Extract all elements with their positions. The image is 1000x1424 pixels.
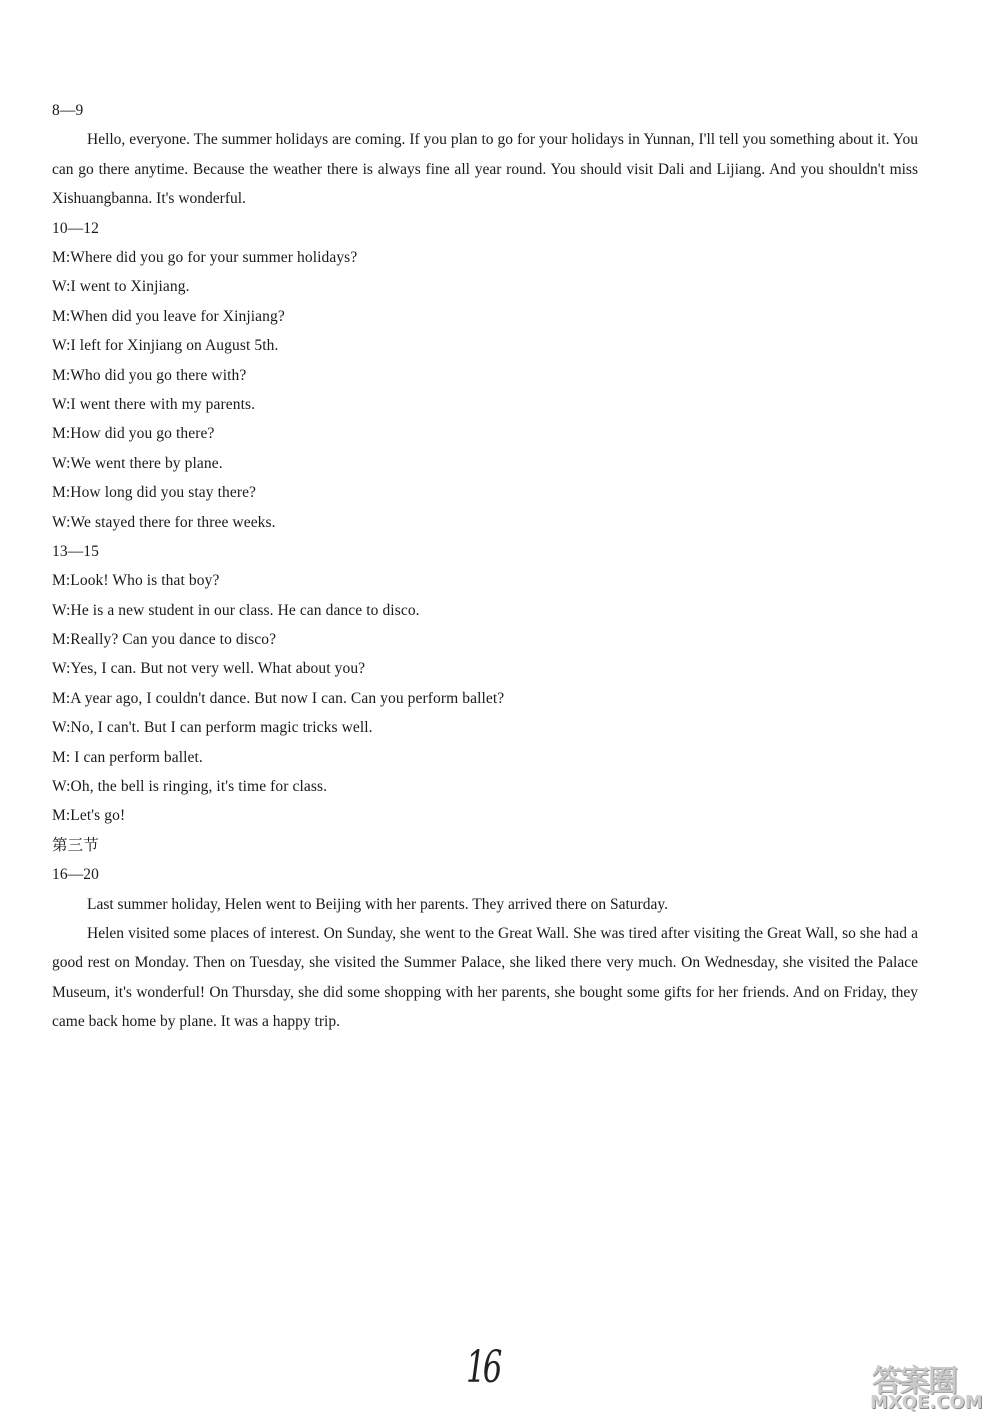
section-range-13-15: 13—15 — [52, 542, 99, 560]
section-range-8-9: 8—9 — [52, 102, 84, 119]
dialogue-line: M:Really? Can you dance to disco? — [52, 631, 277, 649]
dialogue-line: M:When did you leave for Xinjiang? — [52, 307, 285, 325]
watermark-url: MXQE.COM — [870, 1392, 983, 1413]
dialogue-line: M: I can perform ballet. — [52, 748, 203, 766]
section-range-10-12: 10—12 — [52, 219, 99, 237]
dialogue-line: W:He is a new student in our class. He can dance to disco. — [52, 601, 420, 619]
dialogue-line: M:Look! Who is that boy? — [52, 572, 220, 590]
dialogue-line: W:Yes, I can. But not very well. What about you? — [52, 660, 366, 678]
dialogue-line: M:Where did you go for your summer holidays? — [52, 249, 358, 266]
passage-body: Helen visited some places of interest. On Sunday, she went to the Great Wall. She was tired after visiting the Great Wall, so she had a good rest on Monday. Then on Tuesday, she visited the Summer Palace, she liked there very much. On Wednesday, she visited the Palace Museum, it's wonderful! On Thursday, she did some shopping with her parents, she bought some gifts for her friends. And on Friday, they came back home by plane. It was a happy trip. — [52, 925, 918, 1031]
dialogue-xinjiang — [52, 243, 918, 537]
site-watermark-logo — [868, 1356, 992, 1420]
dialogue-new-student — [52, 566, 918, 831]
watermark-glyphs: 答案圈 — [872, 1364, 956, 1399]
section-heading-part-three: 第三节 — [52, 836, 99, 854]
handwritten-page-number: 16 — [466, 1342, 500, 1393]
dialogue-line: W:We stayed there for three weeks. — [52, 513, 276, 531]
monologue-yunnan: Hello, everyone. The summer holidays are coming. If you plan to go for your holidays in Yunnan, I'll tell you something about it. You can go there anytime. Because the weather there is always fine all year round. You should visit Dali and Lijiang. And you shouldn't miss Xishuangbanna. It's wonderful. — [52, 131, 918, 208]
dialogue-line: W:Oh, the bell is ringing, it's time for class. — [52, 778, 328, 796]
dialogue-line: W:I went to Xinjiang. — [52, 278, 190, 296]
passage-intro: Last summer holiday, Helen went to Beijing with her parents. They arrived there on Saturday. — [87, 895, 668, 913]
dialogue-line: M:How did you go there? — [52, 425, 215, 443]
dialogue-line: M:How long did you stay there? — [52, 484, 257, 502]
dialogue-line: W:We went there by plane. — [52, 454, 223, 472]
dialogue-line: W:I left for Xinjiang on August 5th. — [52, 337, 279, 355]
dialogue-line: M:A year ago, I couldn't dance. But now I can. Can you perform ballet? — [52, 689, 505, 707]
dialogue-line: W:No, I can't. But I can perform magic tricks well. — [52, 719, 373, 737]
dialogue-line: M:Let's go! — [52, 807, 126, 825]
transcript-body — [52, 96, 918, 1037]
dialogue-line: W:I went there with my parents. — [52, 395, 256, 413]
section-range-16-20: 16—20 — [52, 866, 99, 884]
dialogue-line: M:Who did you go there with? — [52, 366, 247, 384]
